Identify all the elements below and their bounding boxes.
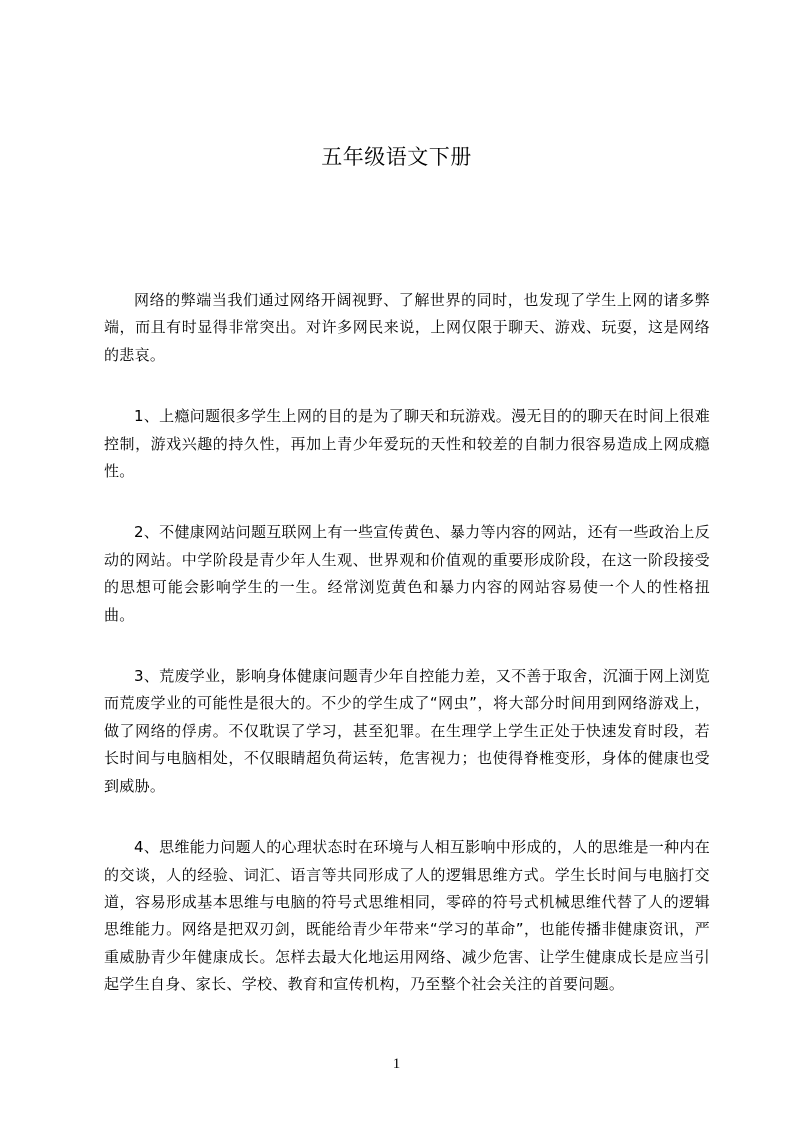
document-body <box>104 287 710 1033</box>
paragraph-addiction: 1、上瘾问题很多学生上网的目的是为了聊天和玩游戏。漫无目的的聊天在时间上很难控制，游戏兴趣的持久性，再加上青少年爱玩的天性和较差的自制力很容易造成上网成瘾性。 <box>104 407 710 481</box>
document-title: 五年级语文下册 <box>321 145 472 169</box>
paragraph-unhealthy-websites: 2、不健康网站问题互联网上有一些宣传黄色、暴力等内容的网站，还有一些政治上反动的网站。中学阶段是青少年人生观、世界观和价值观的重要形成阶段，在这一阶段接受的思想可能会影响学生的一生。经常浏览黄色和暴力内容的网站容易使一个人的性格扭曲。 <box>104 523 710 624</box>
paragraph-studies-health: 3、荒废学业，影响身体健康问题青少年自控能力差，又不善于取舍，沉湎于网上浏览而荒废学业的可能性是很大的。不少的学生成了“网虫”，将大部分时间用到网络游戏上，做了网络的俘虏。不仅耽误了学习，甚至犯罪。在生理学上学生正处于快速发育时段，若长时间与电脑相处，不仅眼睛超负荷运转，危害视力；也使得脊椎变形，身体的健康也受到威胁。 <box>104 667 710 795</box>
paragraph-intro: 网络的弊端当我们通过网络开阔视野、了解世界的同时，也发现了学生上网的诸多弊端，而且有时显得非常突出。对许多网民来说，上网仅限于聊天、游戏、玩耍，这是网络的悲哀。 <box>104 291 710 364</box>
paragraph-thinking-ability: 4、思维能力问题人的心理状态时在环境与人相互影响中形成的，人的思维是一种内在的交谈，人的经验、词汇、语言等共同形成了人的逻辑思维方式。学生长时间与电脑打交道，容易形成基本思维与电脑的符号式思维相同，零碎的符号式机械思维代替了人的逻辑思维能力。网络是把双刃剑，既能给青少年带来“学习的革命”，也能传播非健康资讯，严重威胁青少年健康成长。怎样去最大化地运用网络、减少危害、让学生健康成长是应当引起学生自身、家长、学校、教育和宣传机构，乃至整个社会关注的首要问题。 <box>104 838 710 994</box>
page-number: 1 <box>392 1056 401 1072</box>
